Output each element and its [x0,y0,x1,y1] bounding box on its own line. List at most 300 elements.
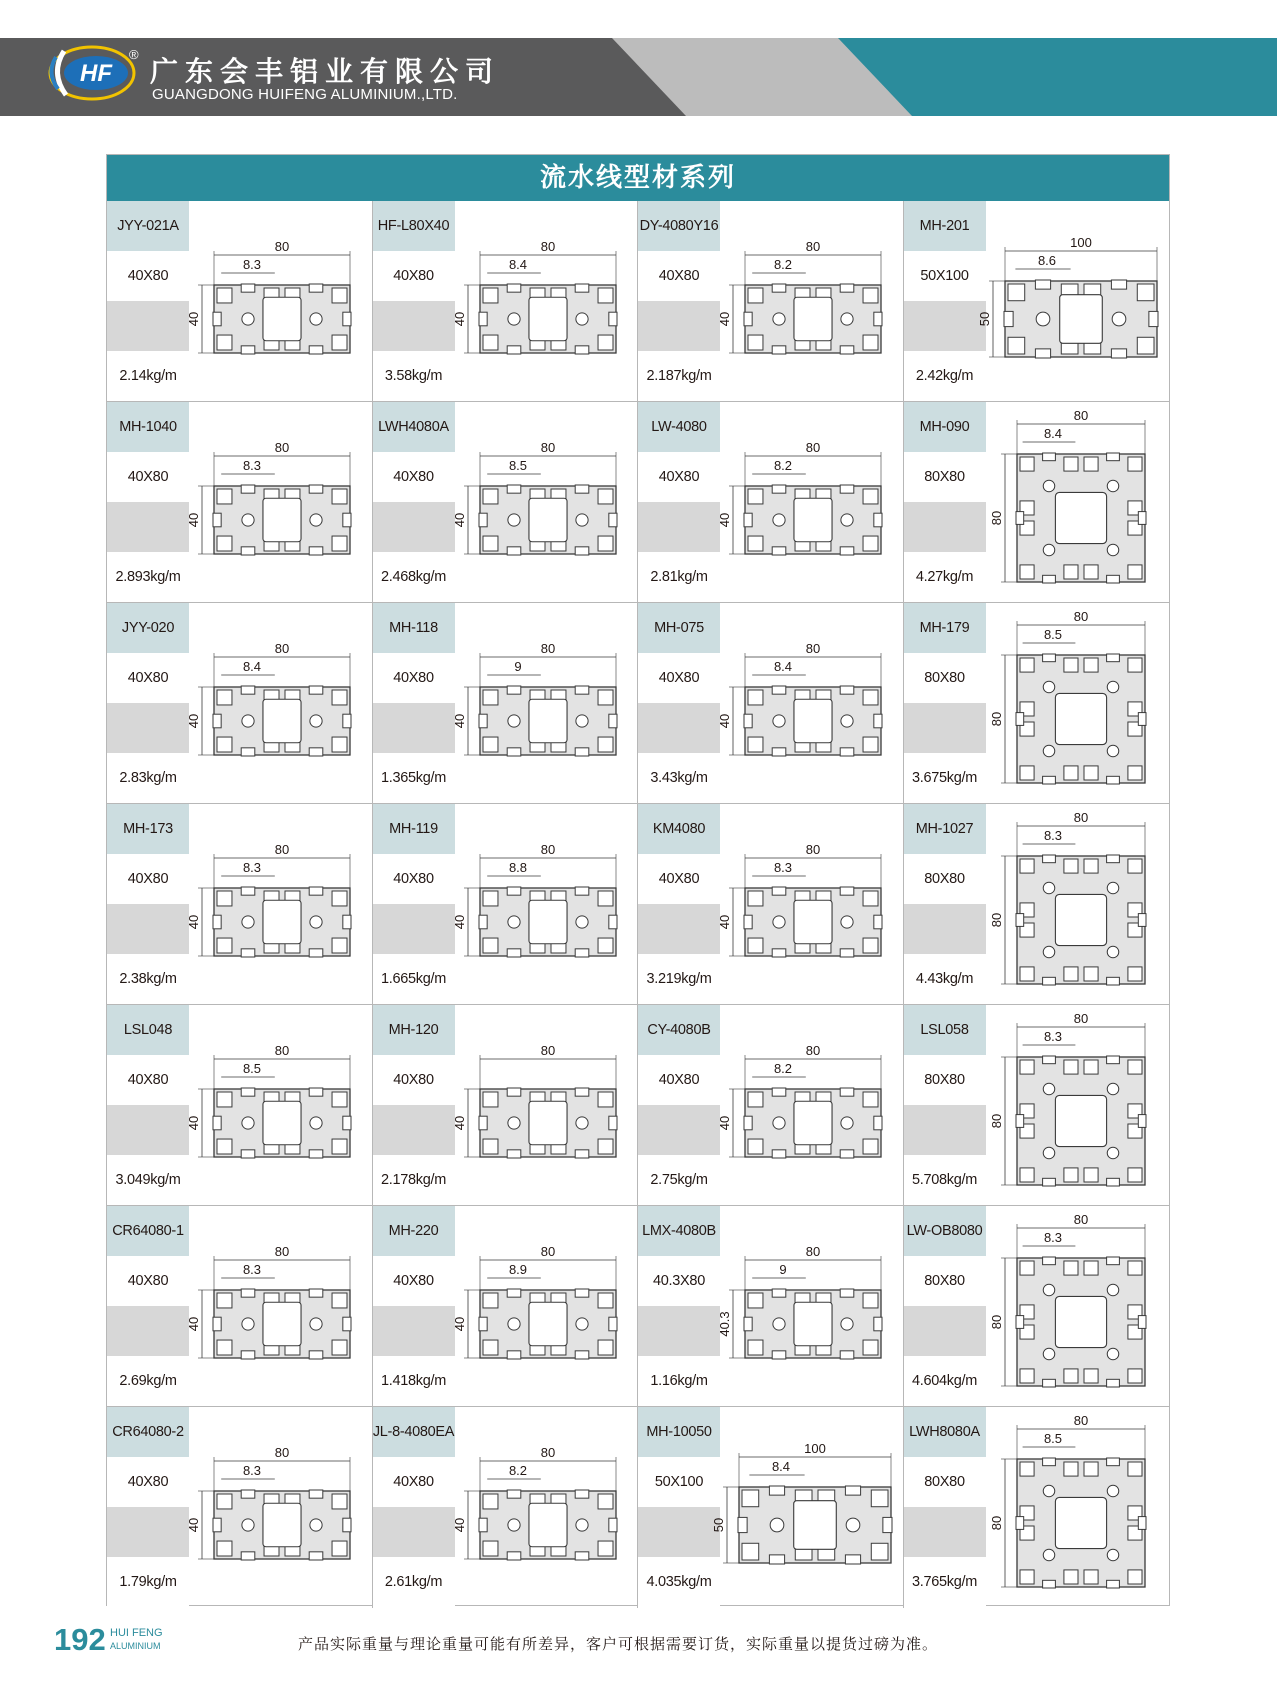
profile-cell [638,402,904,603]
profile-spacer [904,1105,986,1155]
profile-drawing [186,1005,372,1205]
profile-cell [904,1407,1170,1608]
profile-model: LWH8080A [904,1407,986,1457]
profile-drawing [186,1206,372,1406]
profile-weight: 2.14kg/m [107,351,189,401]
profile-drawing [186,201,372,401]
profile-info [373,804,455,1004]
dim-height: 80 [988,912,1004,928]
profile-cell [638,1206,904,1407]
profile-model: MH-075 [638,603,720,653]
profile-weight: 1.665kg/m [373,954,455,1004]
profile-drawing [987,1407,1169,1607]
dim-slot: 8.2 [773,458,793,473]
profile-model: LW-OB8080 [904,1206,986,1256]
profile-size: 40X80 [107,1055,189,1105]
profile-info [904,201,986,401]
profile-info [904,402,986,602]
dim-height: 40 [451,1316,467,1332]
profile-info [373,1005,455,1205]
profile-cross-section [717,402,903,602]
profile-info [638,804,720,1004]
profile-weight: 2.38kg/m [107,954,189,1004]
profile-cell [904,201,1170,402]
dim-slot: 8.3 [242,458,262,473]
profile-size: 40X80 [107,854,189,904]
dim-width: 80 [1073,609,1088,624]
dim-height: 40 [186,1316,201,1332]
profile-spacer [638,502,720,552]
dim-width: 80 [805,842,821,857]
dim-height: 40 [717,1115,732,1131]
profile-size: 80X80 [904,1457,986,1507]
profile-info [638,603,720,803]
profile-cross-section [987,1407,1169,1607]
dim-width: 100 [1069,235,1092,250]
profile-spacer [373,301,455,351]
profile-spacer [107,1306,189,1356]
profile-spacer [904,502,986,552]
profile-drawing [451,1206,638,1406]
profile-cell [373,1206,639,1407]
profile-spacer [373,703,455,753]
dim-width: 80 [540,440,555,455]
profile-weight: 2.81kg/m [638,552,720,602]
profile-drawing [186,402,372,602]
profile-drawing [186,603,372,803]
profile-model: MH-119 [373,804,455,854]
profile-info [107,402,189,602]
profile-info [638,402,720,602]
profile-spacer [638,1306,720,1356]
profile-cross-section [451,402,638,602]
dim-slot: 8.3 [242,257,262,272]
profile-cell [107,1005,373,1206]
profile-drawing [717,804,903,1004]
company-name-cn: 广东会丰铝业有限公司 [150,55,501,88]
profile-size: 80X80 [904,653,986,703]
dim-slot: 8.3 [242,1262,262,1277]
profile-size: 40X80 [107,251,189,301]
profile-spacer [638,301,720,351]
profile-cell [638,201,904,402]
dim-width: 80 [805,239,821,254]
profile-cross-section [186,603,372,803]
dim-height: 40 [717,914,732,930]
profile-size: 40X80 [638,251,720,301]
dim-width: 100 [804,1441,826,1456]
profile-cross-section [186,1407,372,1607]
profile-weight: 5.708kg/m [904,1155,986,1205]
dim-width: 80 [1073,1011,1088,1026]
dim-height: 80 [988,510,1004,526]
profile-model: LWH4080A [373,402,455,452]
dim-height: 50 [976,311,992,327]
profile-model: CY-4080B [638,1005,720,1055]
profile-drawing [717,603,903,803]
profile-spacer [373,1306,455,1356]
profile-cross-section [711,1407,903,1607]
dim-slot: 8.5 [242,1061,262,1076]
dim-width: 80 [540,842,555,857]
dim-width: 80 [805,1043,821,1058]
profile-cell [373,603,639,804]
profile-info [107,1005,189,1205]
profile-info [638,1005,720,1205]
profile-info [107,201,189,401]
profile-weight: 2.178kg/m [373,1155,455,1205]
profile-model: MH-179 [904,603,986,653]
profile-info [638,1407,720,1607]
profile-spacer [638,703,720,753]
profile-model: KM4080 [638,804,720,854]
profile-cross-section [451,1005,638,1205]
profile-model: MH-173 [107,804,189,854]
dim-height: 40 [186,914,201,930]
profile-size: 40X80 [373,452,455,502]
dim-slot: 8.5 [1043,1431,1062,1446]
profile-info [107,603,189,803]
dim-slot: 9 [779,1262,787,1277]
profile-size: 80X80 [904,1256,986,1306]
profile-weight: 3.765kg/m [904,1557,986,1607]
profile-info [904,1005,986,1205]
dim-height: 40.3 [717,1311,732,1337]
dim-width: 80 [805,440,821,455]
profile-spacer [107,1105,189,1155]
profile-cross-section [717,1206,903,1406]
profile-cell [107,201,373,402]
dim-slot: 8.3 [773,860,793,875]
dim-slot: 8.9 [508,1262,527,1277]
profile-weight: 1.79kg/m [107,1557,189,1607]
profile-drawing [451,804,638,1004]
profile-info [904,1206,986,1406]
profile-cell [107,603,373,804]
profile-weight: 4.43kg/m [904,954,986,1004]
profile-weight: 2.187kg/m [638,351,720,401]
profile-spacer [638,904,720,954]
profile-drawing [717,201,903,401]
profile-drawing [451,1407,638,1607]
profile-spacer [107,1507,189,1557]
catalog-title: 流水线型材系列 [107,155,1169,201]
profile-drawing [186,1407,372,1607]
profile-cell [904,804,1170,1005]
profile-model: CR64080-1 [107,1206,189,1256]
dim-slot: 8.6 [1037,253,1056,268]
dim-width: 80 [274,1445,290,1460]
profile-weight: 2.61kg/m [373,1557,455,1607]
profile-cross-section [451,1206,638,1406]
dim-height: 40 [451,914,467,930]
profile-model: MH-10050 [638,1407,720,1457]
profile-drawing [451,603,638,803]
profile-cell [638,1005,904,1206]
profile-cross-section [451,603,638,803]
dim-slot: 8.4 [771,1459,791,1474]
dim-height: 50 [711,1517,726,1533]
profile-table [106,154,1170,1606]
profile-model: DY-4080Y16 [638,201,720,251]
profile-cell [638,603,904,804]
profile-drawing [451,1005,638,1205]
dim-width: 80 [805,641,821,656]
dim-height: 40 [186,1517,201,1533]
dim-height: 80 [988,1314,1004,1330]
profile-cross-section [717,1005,903,1205]
dim-height: 40 [451,311,467,327]
profile-model: LSL058 [904,1005,986,1055]
dim-slot: 8.3 [1043,1230,1062,1245]
profile-info [373,201,455,401]
profile-cross-section [451,804,638,1004]
profile-spacer [904,1306,986,1356]
profile-size: 40X80 [373,1256,455,1306]
profile-model: LMX-4080B [638,1206,720,1256]
dim-width: 80 [1073,1413,1088,1428]
profile-weight: 1.16kg/m [638,1356,720,1406]
profile-spacer [904,1507,986,1557]
dim-width: 80 [805,1244,821,1259]
profile-info [638,201,720,401]
profile-spacer [107,502,189,552]
dim-height: 40 [451,1517,467,1533]
dim-width: 80 [274,1244,290,1259]
dim-height: 40 [186,512,201,528]
dim-slot: 8.5 [508,458,527,473]
profile-cross-section [717,804,903,1004]
profile-weight: 3.58kg/m [373,351,455,401]
dim-width: 80 [274,641,290,656]
profile-drawing [717,402,903,602]
dim-slot: 8.5 [1043,627,1062,642]
profile-size: 40X80 [638,1055,720,1105]
profile-size: 40X80 [107,1256,189,1306]
dim-height: 40 [717,713,732,729]
dim-width: 80 [540,1043,555,1058]
profile-cross-section [717,201,903,401]
profile-cross-section [987,603,1169,803]
dim-slot: 8.3 [242,1463,262,1478]
profile-info [373,1206,455,1406]
dim-width: 80 [274,842,290,857]
profile-drawing [717,1206,903,1406]
company-logo-icon [46,43,138,103]
profile-cell [373,402,639,603]
profile-size: 40X80 [107,452,189,502]
weight-disclaimer: 产品实际重量与理论重量可能有所差异，客户可根据需要订货，实际重量以提货过磅为准。 [298,1635,939,1653]
profile-info [904,603,986,803]
profile-cross-section [987,804,1169,1004]
profile-spacer [904,301,986,351]
profile-info [373,402,455,602]
profile-model: JYY-020 [107,603,189,653]
profile-size: 40X80 [373,1457,455,1507]
profile-spacer [638,1507,720,1557]
dim-width: 80 [1073,810,1088,825]
profile-weight: 1.365kg/m [373,753,455,803]
dim-height: 80 [988,1515,1004,1531]
profile-cell [107,804,373,1005]
profile-cross-section [976,201,1169,401]
profile-size: 80X80 [904,452,986,502]
dim-slot: 8.3 [242,860,262,875]
profile-info [904,1407,986,1607]
dim-height: 80 [988,1113,1004,1129]
dim-width: 80 [540,1445,555,1460]
profile-size: 80X80 [904,854,986,904]
profile-cell [904,1206,1170,1407]
profile-drawing [987,1206,1169,1406]
profile-weight: 4.035kg/m [638,1557,720,1607]
profile-drawing [451,402,638,602]
footer-brand: HUI FENG [110,1627,163,1639]
company-name-en: GUANGDONG HUIFENG ALUMINIUM.,LTD. [152,86,458,103]
profile-cross-section [186,1206,372,1406]
profile-weight: 3.675kg/m [904,753,986,803]
profile-spacer [373,1105,455,1155]
profile-weight: 2.893kg/m [107,552,189,602]
profile-model: MH-201 [904,201,986,251]
profile-cell [373,804,639,1005]
dim-width: 80 [540,1244,555,1259]
profile-cell [904,603,1170,804]
dim-height: 40 [186,311,201,327]
profile-cross-section [186,804,372,1004]
footer-brand-sub: ALUMINIUM [110,1641,161,1651]
profile-cross-section [186,1005,372,1205]
profile-size: 40X80 [373,251,455,301]
dim-slot: 8.8 [508,860,527,875]
profile-size: 40X80 [638,452,720,502]
profile-cell [107,1407,373,1608]
profile-size: 40X80 [638,653,720,703]
profile-weight: 2.69kg/m [107,1356,189,1406]
profile-info [373,603,455,803]
dim-slot: 8.2 [773,257,793,272]
profile-spacer [107,703,189,753]
profile-model: LSL048 [107,1005,189,1055]
profile-size: 40X80 [638,854,720,904]
dim-slot: 8.3 [1043,1029,1062,1044]
profile-cell [107,402,373,603]
dim-width: 80 [540,239,555,254]
profile-weight: 3.219kg/m [638,954,720,1004]
profile-weight: 2.75kg/m [638,1155,720,1205]
profile-cross-section [186,402,372,602]
dim-slot: 8.4 [1043,426,1062,441]
dim-width: 80 [1073,408,1088,423]
dim-height: 40 [186,713,201,729]
dim-slot: 8.4 [242,659,262,674]
profile-model: MH-118 [373,603,455,653]
dim-slot: 8.2 [773,1061,793,1076]
profile-model: MH-220 [373,1206,455,1256]
dim-slot: 8.4 [508,257,527,272]
profile-model: MH-090 [904,402,986,452]
dim-width: 80 [540,641,555,656]
profile-drawing [987,402,1169,602]
dim-height: 40 [451,512,467,528]
profile-weight: 3.43kg/m [638,753,720,803]
profile-spacer [107,301,189,351]
profile-spacer [373,1507,455,1557]
profile-size: 40X80 [373,653,455,703]
profile-model: MH-120 [373,1005,455,1055]
profile-size: 40.3X80 [638,1256,720,1306]
profile-size: 40X80 [107,1457,189,1507]
profile-weight: 4.604kg/m [904,1356,986,1406]
profile-model: LW-4080 [638,402,720,452]
profile-weight: 2.42kg/m [904,351,986,401]
profile-cell [638,1407,904,1608]
profile-info [904,804,986,1004]
profile-drawing [976,201,1169,401]
profile-cell [373,201,639,402]
profile-cell [373,1407,639,1608]
dim-width: 80 [1073,1212,1088,1227]
profile-size: 50X100 [904,251,986,301]
profile-model: CR64080-2 [107,1407,189,1457]
dim-slot: 8.3 [1043,828,1062,843]
profile-spacer [638,1105,720,1155]
profile-spacer [373,502,455,552]
profile-spacer [904,904,986,954]
profile-spacer [904,703,986,753]
profile-cross-section [987,402,1169,602]
profile-drawing [717,1005,903,1205]
profile-size: 80X80 [904,1055,986,1105]
dim-height: 40 [717,311,732,327]
dim-slot: 8.2 [508,1463,527,1478]
profile-info [638,1206,720,1406]
profile-size: 50X100 [638,1457,720,1507]
profile-drawing [987,804,1169,1004]
profile-drawing [186,804,372,1004]
profile-info [107,804,189,1004]
profile-model: JL-8-4080EA [373,1407,455,1457]
profile-weight: 1.418kg/m [373,1356,455,1406]
profile-cross-section [987,1005,1169,1205]
profile-cross-section [451,1407,638,1607]
profile-info [107,1206,189,1406]
dim-height: 40 [186,1115,201,1131]
profile-spacer [107,904,189,954]
profile-size: 40X80 [373,1055,455,1105]
profile-cross-section [987,1206,1169,1406]
dim-width: 80 [274,440,290,455]
dim-slot: 9 [513,659,522,674]
profile-cell [638,804,904,1005]
dim-height: 40 [451,1115,467,1131]
profile-drawing [987,603,1169,803]
profile-cross-section [451,201,638,401]
profile-weight: 2.468kg/m [373,552,455,602]
dim-width: 80 [274,239,290,254]
profile-weight: 2.83kg/m [107,753,189,803]
profile-drawing [711,1407,903,1607]
dim-height: 80 [988,711,1004,727]
profile-model: HF-L80X40 [373,201,455,251]
registered-mark: ® [129,47,139,62]
svg-text:HF: HF [80,60,112,87]
profile-weight: 3.049kg/m [107,1155,189,1205]
profile-cell [107,1206,373,1407]
profile-info [107,1407,189,1607]
page-number: 192 [54,1622,106,1657]
dim-height: 40 [717,512,732,528]
